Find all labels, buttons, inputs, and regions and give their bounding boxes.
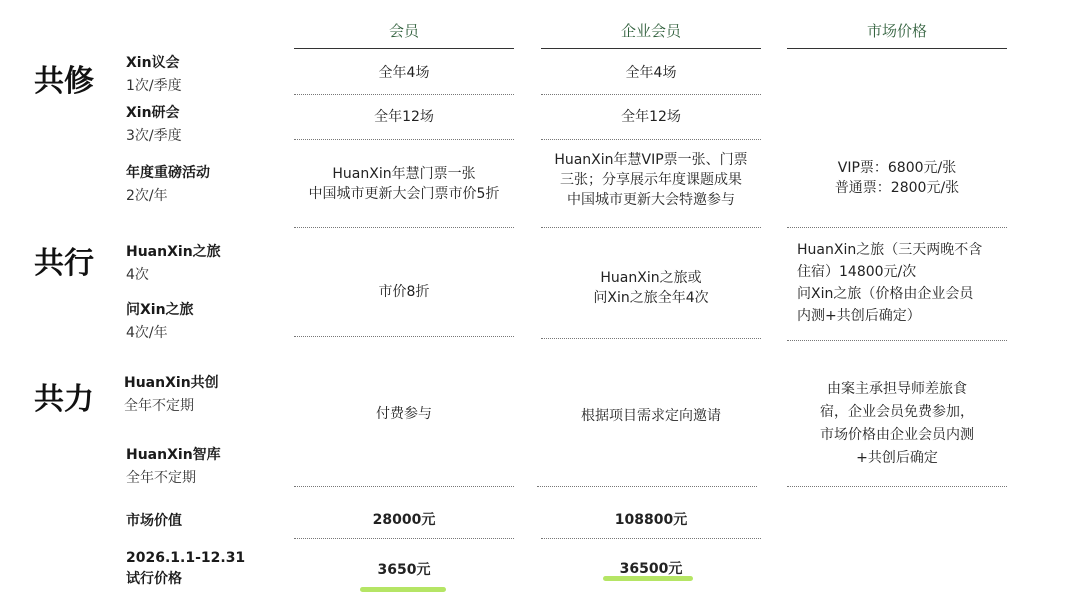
divider [541,338,761,339]
row-freq-annual-event: 2次/年 [126,188,168,204]
enterprise-xin-council: 全年4场 [625,65,677,81]
enterprise-market-value: 108800元 [614,512,688,528]
divider [294,538,514,539]
row-label-trial-price: 2026.1.1-12.31 试行价格 [126,550,246,587]
row-label-xin-council: Xin议会 [126,55,180,71]
member-xin-seminar: 全年12场 [374,109,434,125]
divider [537,486,757,487]
enterprise-trial-price: 36500元 [619,561,683,577]
row-freq-huanxin-cocreate: 全年不定期 [124,398,194,414]
row-label-huanxin-cocreate: HuanXin共创 [124,375,219,391]
divider [787,340,1007,341]
row-freq-wenxin-trip: 4次/年 [126,325,168,341]
divider [787,486,1007,487]
enterprise-cocreate: 根据项目需求定向邀请 [581,408,721,424]
header-rule-enterprise [541,48,761,49]
divider [541,139,761,140]
member-market-value: 28000元 [372,512,436,528]
price-highlight-member [360,587,446,592]
member-trips: 市价8折 [378,284,430,300]
row-label-huanxin-think: HuanXin智库 [126,447,221,463]
divider [787,227,1007,228]
row-freq-xin-seminar: 3次/季度 [126,128,182,144]
section-gongxiu: 共修 [34,64,94,99]
enterprise-trips: HuanXin之旅或 问Xin之旅全年4次 [593,270,709,306]
section-gongli: 共力 [34,382,94,417]
market-cocreate: 由案主承担导师差旅食 宿，企业会员免费参加， 市场价格由企业会员内测 +共创后确定 [820,381,974,466]
enterprise-annual-event: HuanXin年慧VIP票一张、门票 三张；分享展示年度课题成果 中国城市更新大会特邀参与 [554,152,748,208]
divider [294,139,514,140]
row-freq-huanxin-trip: 4次 [126,267,149,283]
divider [294,336,514,337]
section-gongxing: 共行 [34,246,94,281]
column-header-enterprise: 企业会员 [620,22,681,40]
market-annual-event: VIP票：6800元/张 普通票：2800元/张 [834,160,960,196]
divider [541,227,761,228]
member-xin-council: 全年4场 [378,65,430,81]
row-label-huanxin-trip: HuanXin之旅 [126,244,221,260]
divider [294,486,514,487]
column-header-member: 会员 [388,22,419,40]
row-label-market-value: 市场价值 [126,513,182,529]
divider [294,94,514,95]
market-trips: HuanXin之旅（三天两晚不含 住宿）14800元/次 问Xin之旅（价格由企业会员 内测+共创后确定） [797,242,983,324]
row-freq-xin-council: 1次/季度 [126,78,182,94]
header-rule-member [294,48,514,49]
row-label-xin-seminar: Xin研会 [126,105,180,121]
divider [294,227,514,228]
header-rule-market [787,48,1007,49]
enterprise-xin-seminar: 全年12场 [621,109,681,125]
column-header-market: 市场价格 [866,22,927,40]
row-freq-huanxin-think: 全年不定期 [126,470,196,486]
member-annual-event: HuanXin年慧门票一张 中国城市更新大会门票市价5折 [308,166,500,202]
member-cocreate: 付费参与 [376,406,432,422]
row-label-wenxin-trip: 问Xin之旅 [126,302,194,318]
divider [541,538,761,539]
member-trial-price: 3650元 [377,562,431,578]
divider [541,94,761,95]
row-label-annual-event: 年度重磅活动 [126,165,210,181]
